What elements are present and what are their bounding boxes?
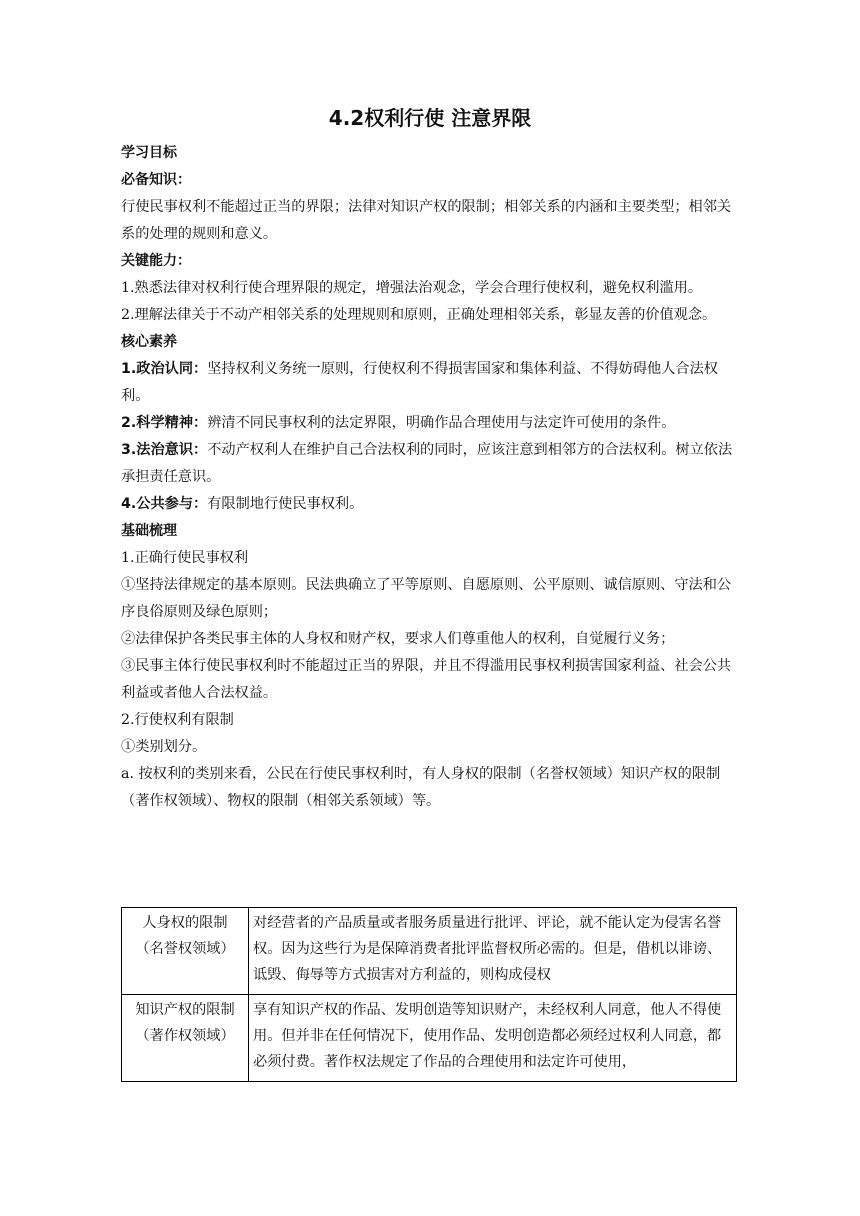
literacy-item <box>121 491 741 518</box>
literacy-item-text: 辨清不同民事权利的法定界限，明确作品合理使用与法定许可使用的条件。 <box>207 415 676 431</box>
literacy-item-label: 4.公共参与： <box>121 496 208 512</box>
section-item: ②法律保护各类民事主体的人身权和财产权，要求人们尊重他人的权利，自觉履行义务； <box>121 631 675 647</box>
section-title: 1.正确行使民事权利 <box>121 550 249 566</box>
section-paragraph: a. 按权利的类别来看，公民在行使民事权利时，有人身权的限制（名誉权领域）知识产权的限制（著作权领域）、物权的限制（相邻关系领域）等。 <box>121 766 721 809</box>
section-title: 2.行使权利有限制 <box>121 712 234 728</box>
literacy-item-label: 1.政治认同： <box>121 361 208 377</box>
section-item: ③民事主体行使民事权利时不能超过正当的界限，并且不得滥用民事权利损害国家利益、社会公共利益或者他人合法权益。 <box>121 658 732 701</box>
table-row-key <box>122 908 249 995</box>
page-title: 4.2权利行使 注意界限 <box>328 106 532 130</box>
knowledge-label: 必备知识： <box>121 172 191 188</box>
table-row-text: 享有知识产权的作品、发明创造等知识财产，未经权利人同意，他人不得使用。但并非在任何情况下，使用作品、发明创造都必须经过权利人同意，都必须付费。著作权法规定了作品的合理使用和法定许可使用， <box>249 995 737 1082</box>
literacy-item-text: 不动产权利人在维护自己合法权利的同时，应该注意到相邻方的合法权利。树立依法承担责任意识。 <box>121 442 733 485</box>
knowledge-text: 行使民事权利不能超过正当的界限；法律对知识产权的限制；相邻关系的内涵和主要类型；相邻关系的处理的规则和意义。 <box>121 199 732 242</box>
section-subtitle: ①类别划分。 <box>121 739 207 755</box>
row-key-line: （名誉权领域） <box>135 941 235 957</box>
row-key-line: （著作权领域） <box>135 1028 235 1044</box>
row-key-line: 知识产权的限制 <box>135 1002 235 1018</box>
literacy-item <box>121 356 741 410</box>
table-row <box>122 908 737 995</box>
ability-item: 1.熟悉法律对权利行使合理界限的规定，增强法治观念，学会合理行使权利，避免权利滥用。 <box>121 280 703 296</box>
row-key-line: 人身权的限制 <box>142 915 228 931</box>
ability-item: 2.理解法律关于不动产相邻关系的处理规则和原则，正确处理相邻关系，彰显友善的价值观念。 <box>121 307 717 323</box>
literacy-item <box>121 410 741 437</box>
literacy-heading: 核心素养 <box>121 334 177 350</box>
table-row-key <box>122 995 249 1082</box>
literacy-item-text: 有限制地行使民事权利。 <box>207 496 364 512</box>
table-row <box>122 995 737 1082</box>
literacy-item-label: 3.法治意识： <box>121 442 208 458</box>
basics-heading: 基础梳理 <box>121 523 177 539</box>
limits-table <box>121 907 737 1082</box>
abilities-label: 关键能力： <box>121 253 191 269</box>
table-row-text: 对经营者的产品质量或者服务质量进行批评、评论，就不能认定为侵害名誉权。因为这些行为是保障消费者批评监督权所必需的。但是，借机以诽谤、诋毁、侮辱等方式损害对方利益的，则构成侵权 <box>249 908 737 995</box>
literacy-item-label: 2.科学精神： <box>121 415 208 431</box>
section-item: ①坚持法律规定的基本原则。民法典确立了平等原则、自愿原则、公平原则、诚信原则、守法和公序良俗原则及绿色原则； <box>121 577 732 620</box>
objectives-heading: 学习目标 <box>121 145 177 161</box>
literacy-item <box>121 437 741 491</box>
document-body <box>121 140 741 815</box>
literacy-item-text: 坚持权利义务统一原则，行使权利不得损害国家和集体利益、不得妨碍他人合法权利。 <box>121 361 718 404</box>
